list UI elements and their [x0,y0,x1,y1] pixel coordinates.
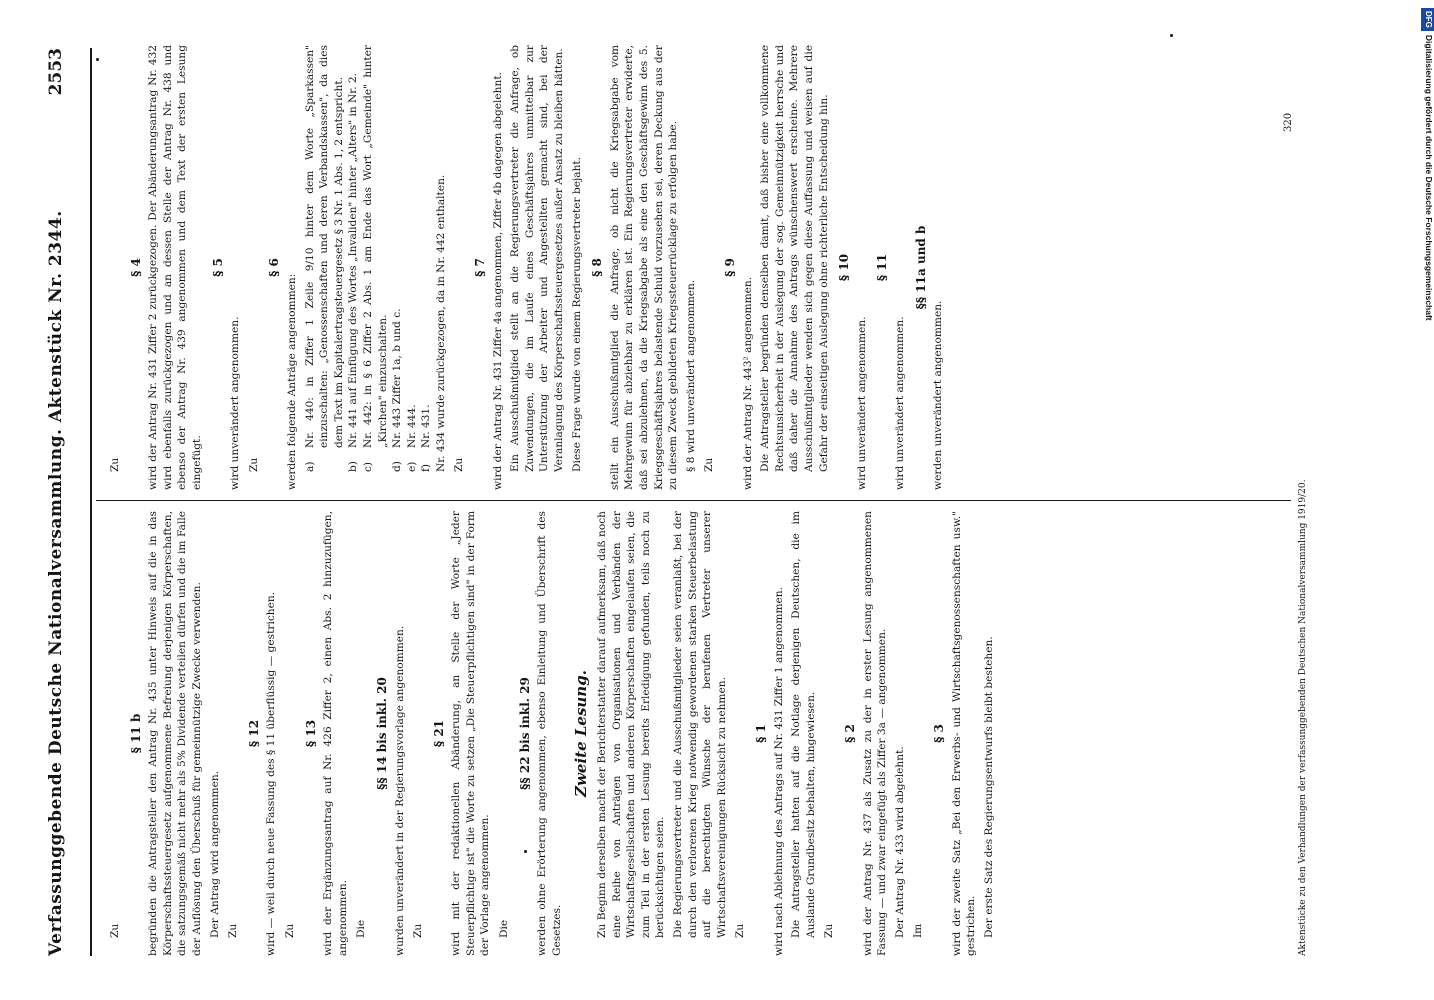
list-text: Nr. 444. [405,404,418,448]
ink-speck [96,58,99,61]
body-paragraph: wird der zweite Satz „Bei den Erwerbs- und Wirtschaftsgenossenschaften usw." gestrichen. [950,511,978,956]
body-paragraph: wird mit der redaktionellen Abänderung, an Stelle der Worte „Jeder Steuerpflichtige ist" die Worte zu setzen „Die Steuerpflichtigen sind" in der Form der Vorlage angenommen. [450,511,492,956]
preposition: Zu [109,457,121,472]
body-paragraph: wird unverändert angenommen. [229,316,242,490]
paragraph-heading: § 2 [842,724,857,743]
body-paragraph: stellt ein Ausschußmitglied die Anfrage, ob nicht die Kriegsabgabe vom Mehrgewinn für abziehbar zu erklären ist. Ein Regierungsvertreter erwiderte, daß sei abzulehnen, da die Kriegsabgabe als eine den Geschäftsgewinn des 5. Kriegsgeschäftsjahres belastende Schuld vorzusehen sei, deren Deckung aus der zu diesem Zweck gebildeten Kriegssteuerrücklage zu erfolgen habe. [608,45,680,490]
body-paragraph: Der Antrag wird angenommen. [208,770,221,938]
paragraph-heading: § 21 [431,719,446,748]
page-footer [1298,48,1308,956]
body-paragraph: wird unverändert angenommen. [855,316,868,490]
list-item [303,45,347,490]
preposition: Die [355,919,368,938]
body-paragraph: Nr. 434 wurde zurückgezogen, da in Nr. 442 enthalten. [434,174,447,472]
list-label: e) [405,461,418,472]
preposition: Im [912,923,925,938]
body-paragraph: Die Antragsteller begründen denselben damit, daß bisher eine vollkommene Rechtsunsicherheit in der Auslegung der sog. Gemeinnützigkeit herrsche und daß daher die Annahme des Antrags wünschenswert erscheine. Mehrere Ausschußmitglieder wenden sich gegen diese Auffassung und weisen auf die Gefahr der einseitigen Auslegung ohne richterliche Entscheidung hin. [759,45,830,472]
list-item [361,45,390,490]
digitization-note-text-wrap [1422,8,1434,608]
digitization-note [1422,8,1434,608]
paragraph-heading: §§ 14 bis inkl. 20 [374,677,389,790]
preposition: Zu [703,457,716,472]
body-paragraph: wird der Antrag Nr. 437 als Zusatz zu der in erster Lesung angenommenen Fassung — und zwar eingefügt als Ziffer 3a — angenommen. [861,511,889,956]
list-text: Nr. 441 auf Einfügung des Wortes „Invaliden" hinter „Alters" in Nr. 2. [347,72,360,448]
paragraph-heading: §§ 22 bis inkl. 29 [517,677,532,790]
list-label: d) [391,461,404,472]
body-paragraph: wird unverändert angenommen. [893,316,906,490]
list-label: b) [347,461,360,472]
list-text: Nr. 443 Ziffer 1a, b und c. [391,308,404,448]
section-title: Zweite Lesung. [572,670,591,797]
list-text: Nr. 440: in Ziffer 1 Zeile 9/10 hinter dem Worte „Sparkassen" einzuschalten: „Genossenschaften und deren Verbandskassen", da dies dem Text im Kapitalertragsteuergesetz § 3 Nr. 1 Abs. 1, 2 entspricht. [303,45,345,448]
source-line: Aktenstücke zu den Verhandlungen der verfassunggebenden Deutschen Nationalversammlung 1919/20. [1298,479,1308,956]
paragraph-heading: § 11 [875,253,890,282]
paragraph-heading: §§ 11a und b [913,225,928,310]
body-paragraph: wird nach Ablehnung des Antrags auf Nr. 431 Ziffer 1 angenommen. [772,587,785,956]
ink-speck [524,850,527,853]
ink-speck [1170,34,1173,37]
body-paragraph: werden folgende Anträge angenommen: [285,273,298,490]
list-item [346,45,361,490]
left-column [104,511,999,956]
paragraph-heading: § 1 [753,724,768,743]
body-paragraph: Ein Ausschußmitglied stellt an die Regierungsvertreter die Anfrage, ob Zuwendungen, die im Laufe eines Geschäftsjahres unmittelbar zur Unterstützung der Arbeiter und Angestellten gemacht sind, bei der Veranlagung des Körperschaftssteuergesetzes außer Ansatz zu bleiben hätten. [509,45,566,472]
paragraph-heading: § 4 [128,258,143,277]
header-rule [90,48,92,956]
body-paragraph: werden unverändert angenommen. [932,300,945,490]
list-text: Nr. 442: in § 6 Ziffer 2 Abs. 1 am Ende das Wort „Gemeinde" hinter „Kirchen" einzuschalten. [361,45,389,448]
preposition: Zu [247,457,260,472]
paragraph-heading: § 5 [210,258,225,277]
body-paragraph: wird — weil durch neue Fassung des § 11 überflüssig — gestrichen. [265,591,278,956]
paragraph-heading: § 3 [931,724,946,743]
page-header [46,48,86,956]
body-paragraph: wird der Ergänzungsantrag auf Nr. 426 Ziffer 2, einen Abs. 2 hinzuzufügen, angenommen. [322,511,349,956]
paragraph-heading: § 13 [303,719,318,748]
folio-number: 320 [1283,112,1294,132]
body-paragraph: Diese Frage wurde von einem Regierungsvertreter bejaht. [570,156,583,472]
paragraph-heading: § 7 [473,258,488,277]
preposition: Die [498,919,511,938]
body-paragraph: werden ohne Erörterung angenommen, ebenso Einleitung und Überschrift des Gesetzes. [536,511,563,956]
preposition: Zu [823,923,836,938]
list-item [405,45,420,490]
body-paragraph: § 8 wird unverändert angenommen. [684,279,697,472]
page-number: 2553 [46,48,66,96]
preposition: Zu [453,457,466,472]
digitization-text: Digitalisierung gefördert durch die Deutsche Forschungsgemeinschaft [1424,34,1434,321]
paragraph-heading: § 6 [267,258,282,277]
body-paragraph: Der erste Satz des Regierungsentwurfs bleibt bestehen. [982,636,995,938]
paragraph-heading: § 12 [246,719,261,748]
body-paragraph: Die Regierungsvertreter und die Ausschußmitglieder seien veranlaßt, bei der durch den verlorenen Krieg notwendig gewordenen starken Steuerbelastung auf die berechtigten Wünsche der berufenen Vertreter unserer Wirtschaftsvereinigungen Rücksicht zu nehmen. [672,511,728,938]
list-item [419,45,434,490]
paragraph-heading: § 9 [722,258,737,277]
body-paragraph: begründen die Antragsteller den Antrag Nr. 435 unter Hinweis auf die in das Körperschaftssteuergesetz aufgenommene Befreiung derjenigen Körperschaften, die satzungsgemäß nicht mehr als 5% Dividende verteilen dürfen und die im Falle der Auflösung den Überschuß für gemeinnützige Zwecke verwenden. [147,511,203,956]
preposition: Zu [734,923,747,938]
body-paragraph: wurden unverändert in der Regierungsvorlage angenommen. [393,625,406,956]
rotated-page [0,30,1330,970]
dfg-logo: DFG [1421,8,1434,31]
body-paragraph: Die Antragsteller hatten auf die Notlage derjenigen Deutschen, die im Auslande Grundbesitz behalten, hingewiesen. [790,511,817,938]
body-paragraph: wird der Antrag Nr. 443² angenommen. [741,276,754,490]
body-paragraph: wird der Antrag Nr. 431 Ziffer 2 zurückgezogen. Der Abänderungsantrag Nr. 432 wird ebenfalls zurückgezogen und an dessen Stelle der Antrag Nr. 438 und ebenso der Antrag Nr. 439 angenommen und dem Text der ersten Lesung eingefügt. [147,45,203,490]
paragraph-heading: § 8 [590,258,605,277]
preposition: Zu [283,923,296,938]
column-divider [96,500,1291,501]
list-item [390,45,405,490]
right-column [104,45,949,490]
running-title: Verfassunggebende Deutsche Nationalversammlung. Aktenstück Nr. 2344. [46,210,66,956]
list-label: a) [303,461,316,472]
list-label: c) [361,461,374,472]
list-label: f) [420,463,433,472]
preposition: Zu [109,923,121,938]
list-text: Nr. 431. [420,404,433,448]
paragraph-heading: § 10 [837,253,852,282]
preposition: Zu [412,923,425,938]
paragraph-heading: § 11 b [128,713,143,754]
body-paragraph: Zu Beginn derselben macht der Berichterstatter darauf aufmerksam, daß noch eine Reihe von Anträgen von Organisationen und Verbänden der Wirtschaftsgesellschaften und anderen Körperschaften eingelaufen seien, die zum Teil in der ersten Lesung bereits Erledigung gefunden, teils noch zu berücksichtigen seien. [596,511,667,938]
preposition: Zu [227,923,240,938]
body-paragraph: wird der Antrag Nr. 431 Ziffer 4a angenommen, Ziffer 4b dagegen abgelehnt. [491,72,504,490]
body-paragraph: Der Antrag Nr. 433 wird abgelehnt. [893,746,906,938]
